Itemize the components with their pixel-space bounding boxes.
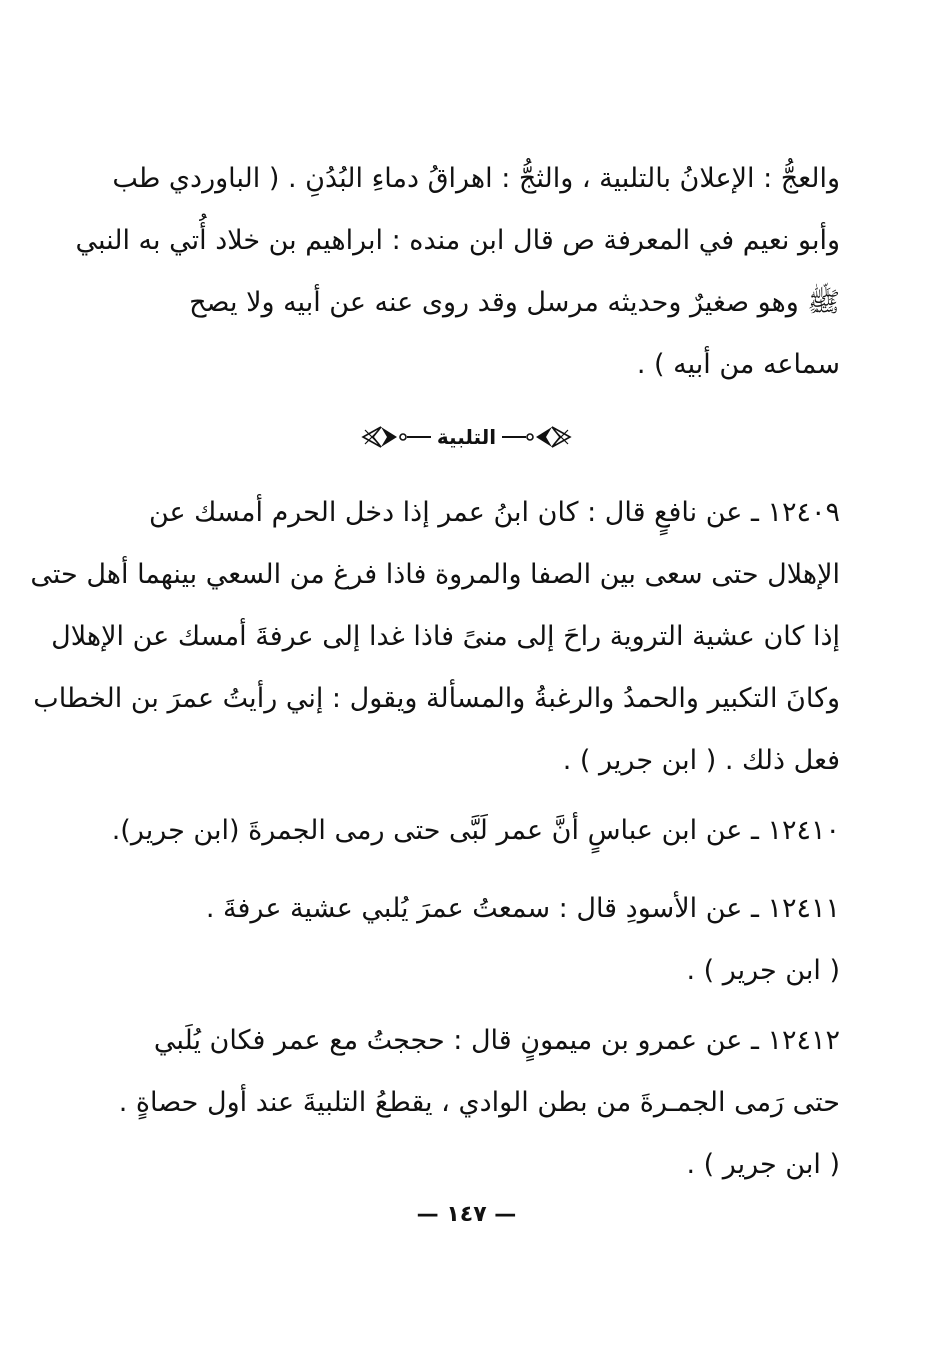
- entry-line: ١٢٤٠٩ ـ عن نافعٍ قال : كان ابنُ عمر إذا دخل الحرم أمسك عن: [148, 497, 840, 528]
- section-heading: [0, 412, 933, 462]
- footnote-line-3: ﷺ وهو صغيرٌ وحديثه مرسل وقد روى عنه عن أبيه ولا يصح: [189, 287, 840, 318]
- ornament-right-icon: [502, 424, 574, 450]
- section-title: التلبية: [436, 425, 497, 449]
- entry-line: ١٢٤١١ ـ عن الأسودِ قال : سمعتُ عمرَ يُلبي عشية عرفةَ .: [205, 893, 840, 924]
- entry-line: ( ابن جرير ) .: [686, 955, 840, 986]
- ornament-left-icon: [359, 424, 431, 450]
- entry-line: ١٢٤١٢ ـ عن عمرو بن ميمونٍ قال : حججتُ مع عمر فكان يُلَبي: [153, 1025, 840, 1056]
- entry-line: ١٢٤١٠ ـ عن ابن عباسٍ أنَّ عمر لَبَّى حتى رمى الجمرةَ (ابن جرير).: [111, 815, 840, 846]
- entry-line: إذا كان عشية التروية راحَ إلى منىً فاذا غدا إلى عرفةَ أمسك عن الإهلال: [51, 621, 840, 652]
- hadith-entry-12412: [118, 1010, 840, 1196]
- footnote-line-1: والعجُّ : الإعلانُ بالتلبية ، والثجُّ : اهراقُ دماءِ البُدُنِ . ( الباوردي طب: [112, 163, 840, 194]
- footnote-line-4: سماعه من أبيه ) .: [636, 349, 840, 380]
- entry-line: الإهلال حتى سعى بين الصفا والمروة فاذا فرغ من السعي بينهما أهل حتى: [30, 559, 840, 590]
- footnote-continuation: [75, 148, 840, 396]
- entry-line: حتى رَمى الجمـرةَ من بطن الوادي ، يقطعُ التلبيةَ عند أول حصاةٍ .: [118, 1087, 840, 1118]
- entry-line: ( ابن جرير ) .: [686, 1149, 840, 1180]
- entry-line: فعل ذلك . ( ابن جرير ) .: [562, 745, 840, 776]
- page-number: — ١٤٧ —: [416, 1202, 517, 1227]
- footnote-line-2: وأبو نعيم في المعرفة ص قال ابن منده : ابراهيم بن خلاد أُتي به النبي: [75, 225, 840, 256]
- hadith-entry-12410: [111, 800, 840, 862]
- hadith-entry-12411: [150, 878, 840, 1002]
- entry-line: وكانَ التكبير والحمدُ والرغبةُ والمسألة ويقول : إني رأيتُ عمرَ بن الخطاب: [33, 683, 840, 714]
- hadith-entry-12409: [30, 482, 840, 792]
